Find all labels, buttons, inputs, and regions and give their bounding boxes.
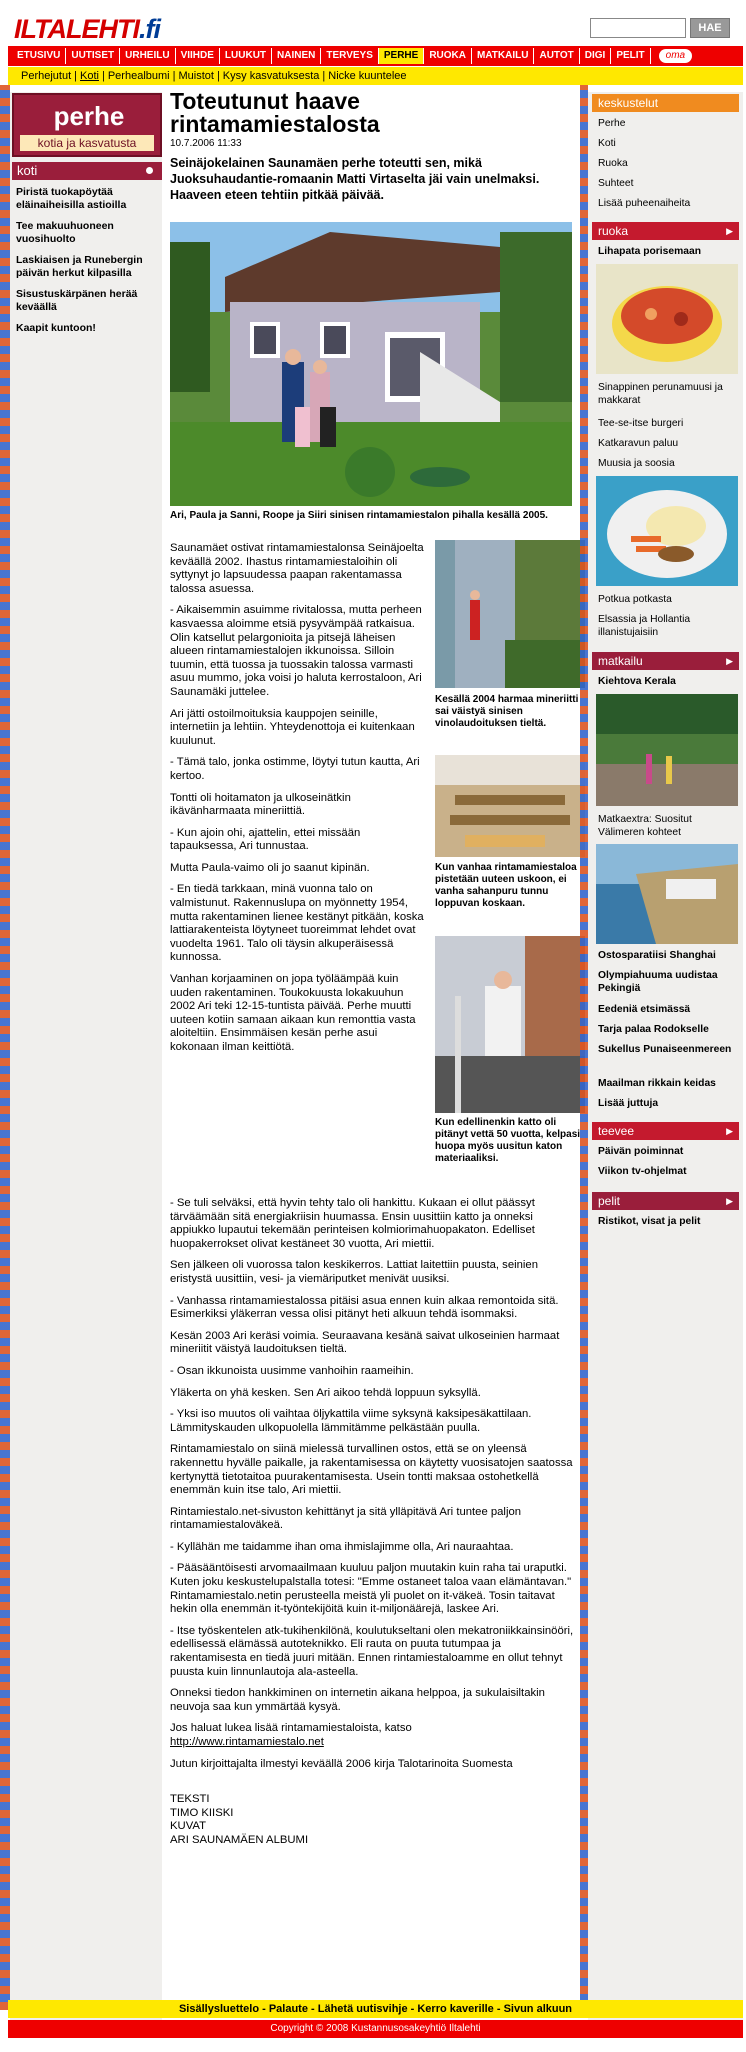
nav-terveys[interactable]: TERVEYS bbox=[321, 48, 379, 64]
site-logo[interactable]: ILTALEHTI.fi bbox=[14, 14, 160, 44]
article-paragraph: Kesän 2003 Ari keräsi voimia. Seuraavana kesänä saivat ulkoseinien harmaat mineriitit väistyä laudoituksen tieltä. bbox=[170, 1329, 560, 1356]
right-link[interactable]: Ruoka bbox=[598, 158, 628, 169]
left-link[interactable]: Sisustuskärpänen herää keväällä bbox=[16, 288, 138, 313]
footer-links[interactable]: Sisällysluettelo - Palaute - Lähetä uutisvihje - Kerro kaverille - Sivun alkuun bbox=[8, 2000, 743, 2018]
credit-line: TIMO KIISKI bbox=[170, 1806, 234, 1819]
section-banner[interactable] bbox=[12, 93, 162, 157]
right-link[interactable]: Elsassia ja Hollantia illanistujaisiin bbox=[598, 614, 691, 638]
travel-photo-kerala bbox=[596, 694, 738, 806]
footer-copyright: Copyright © 2008 Kustannusosakeyhtiö Iltalehti bbox=[8, 2020, 743, 2038]
left-link[interactable]: Kaapit kuntoon! bbox=[16, 322, 96, 334]
arrow-right-icon: ▶ bbox=[726, 1196, 733, 1206]
right-link[interactable]: Matkaextra: Suositut Välimeren kohteet bbox=[598, 814, 692, 838]
article-paragraph: Rintamiestalo.net-sivuston kehittänyt ja sitä ylläpitävä Ari tuntee paljon rintamamiestaloväkeä. bbox=[170, 1505, 522, 1532]
subnav-nicke-kuuntelee[interactable]: Nicke kuuntelee bbox=[328, 70, 407, 82]
site-header bbox=[0, 0, 746, 45]
right-link[interactable]: Eedeniä etsimässä bbox=[598, 1004, 691, 1015]
side-photo-roof bbox=[435, 936, 585, 1113]
article-paragraph: Jutun kirjoittajalta ilmestyi keväällä 2006 kirja Talotarinoita Suomesta bbox=[170, 1757, 513, 1770]
side-caption: Kun edellinenkin katto oli pitänyt vettä 50 vuotta, kelpasi huopa myös uusitun katon materiaaliksi. bbox=[435, 1117, 581, 1164]
article-paragraph: - Pääsääntöisesti arvomaailmaan kuuluu paljon muutakin kuin raha tai uraputki. Kuten joku keskustelupalstalla totesi: "Emme ostaneet taloa vaan elämäntavan." Rintamamiestalo.netin perusteella meistä yli puolet on it-väkeä. Tosin taitavat hekin olla enemmän it-työntekijöitä kuin it-miljonäärejä, laskee Ari. bbox=[170, 1562, 572, 1616]
article-date: 10.7.2006 11:33 bbox=[170, 138, 242, 149]
nav-autot[interactable]: AUTOT bbox=[534, 48, 579, 64]
arrow-right-icon: ▶ bbox=[726, 656, 733, 666]
right-link[interactable]: Tarja palaa Rodokselle bbox=[598, 1024, 709, 1035]
side-caption: Kesällä 2004 harmaa mineriitti sai väistyä sinisen vinolaudoituksen tieltä. bbox=[435, 694, 579, 729]
article-paragraph: Saunamäet ostivat rintamamiestalonsa Seinäjoelta keväällä 2002. Ihastus rintamamiestaloihin oli syttynyt jo lapsuudessa paapan rakentamassa talossa asuessa. bbox=[170, 542, 424, 595]
credit-line: ARI SAUNAMÄEN ALBUMI bbox=[170, 1833, 309, 1846]
right-link[interactable]: Potkua potkasta bbox=[598, 594, 672, 605]
nav-luukut[interactable]: LUUKUT bbox=[220, 48, 272, 64]
bullet-icon bbox=[146, 167, 153, 174]
right-decor-stripes bbox=[580, 85, 588, 2010]
article-body-narrow bbox=[170, 542, 428, 1063]
subnav-perhealbumi[interactable]: Perhealbumi bbox=[107, 70, 170, 82]
article-paragraph: - Se tuli selväksi, että hyvin tehty talo oli hankittu. Kukaan ei ollut päässyt tärväämään sitä energiakriisin huumassa. Ensin uusittiin katto ja onneksi appiukko lupautui tekemään perinteisen kolmiorimahuopakaton. Edelliset huopakerrokset olivat kestäneet 30 vuotta, Ari miettii. bbox=[170, 1197, 535, 1250]
right-link[interactable]: Lisää puheenaiheita bbox=[598, 198, 691, 209]
right-link[interactable]: Lihapata porisemaan bbox=[598, 246, 701, 257]
credit-line: KUVAT bbox=[170, 1820, 206, 1833]
article-paragraph: Sen jälkeen oli vuorossa talon keskikerros. Lattiat laitettiin puusta, seinien eristystä uusittiin, vesi- ja viemäriputket menivät uusiksi. bbox=[170, 1259, 538, 1285]
keskustelut-header[interactable]: keskustelut bbox=[592, 94, 739, 112]
article-paragraph: Mutta Paula-vaimo oli jo saanut kipinän. bbox=[170, 861, 370, 874]
section-subtitle: kotia ja kasvatusta bbox=[20, 135, 154, 151]
teevee-header[interactable]: teevee ▶ bbox=[592, 1122, 739, 1140]
right-link[interactable]: Sinappinen perunamuusi ja makkarat bbox=[598, 382, 723, 406]
subnav-muistot[interactable]: Muistot bbox=[178, 70, 214, 82]
right-link[interactable]: Suhteet bbox=[598, 178, 634, 189]
main-nav bbox=[8, 46, 743, 66]
right-link[interactable]: Päivän poiminnat bbox=[598, 1146, 684, 1157]
nav-matkailu[interactable]: MATKAILU bbox=[472, 48, 534, 64]
credit-line: TEKSTI bbox=[170, 1793, 210, 1806]
article-paragraph: Rintamamiestalo on siinä mielessä turvallinen ostos, että se on yleensä rakennettu hyvälle paikalle, ja rakentamisessa on käytetty vuosisatojen saatossa kertynyttä tietotaitoa puurakentamisesta. Usein tontti maksaa ostohetkellä enemmän kuin itse talo, Ari miettii. bbox=[170, 1443, 573, 1497]
side-photo-floor bbox=[435, 755, 585, 857]
arrow-right-icon: ▶ bbox=[726, 226, 733, 236]
article-header bbox=[170, 90, 574, 203]
article-paragraph: Onneksi tiedon hankkiminen on internetin aikana helppoa, ja sukulaisiltakin neuvoja saa kun ymmärtää kysyä. bbox=[170, 1687, 545, 1713]
subnav-perhejutut[interactable]: Perhejutut bbox=[21, 70, 72, 82]
article-paragraph: Vanhan korjaaminen on jopa työläämpää kuin uuden rakentaminen. Toukokuusta lokakuuhun 2002 Ari teki 12-15-tuntista päivää. Perhe muutti uuteen kotiin samaan aikaan kun remonttia vasta aloiteltiin. Ensimmäisen kesän perhe asui kokonaan ilman keittiötä. bbox=[170, 973, 416, 1053]
article-paragraph: - Kun ajoin ohi, ajattelin, ettei missään tapauksessa, Ari tunnustaa. bbox=[170, 826, 361, 853]
article-lead: Seinäjokelainen Saunamäen perhe toteutti sen, mikä Juoksuhaudantie-romaanin Matti Virtaselta jäi vain unelmaksi. Haaveen eteen tehtiin pitkää päivää. bbox=[170, 156, 540, 202]
article-paragraph: Ari jätti ostoilmoituksia kauppojen seinille, internetiin ja lehtiin. Yhteydenottoja ei kuitenkaan kuulunut. bbox=[170, 707, 415, 747]
article-paragraph: - Vanhassa rintamamiestalossa pitäisi asua ennen kuin alkaa remontoida sitä. Esimerkiksi yläkerran vessa olisi pitänyt heti alkuun tehdä isommaksi. bbox=[170, 1294, 559, 1321]
search-button[interactable]: HAE bbox=[690, 18, 730, 38]
article-paragraph: Yläkerta on yhä kesken. Sen Ari aikoo tehdä loppuun syksyllä. bbox=[170, 1386, 481, 1399]
arrow-right-icon: ▶ bbox=[726, 1126, 733, 1136]
nav-oma-button[interactable]: oma bbox=[659, 49, 692, 63]
hero-photo bbox=[170, 222, 572, 506]
right-link[interactable]: Kiehtova Kerala bbox=[598, 676, 676, 687]
section-title: perhe bbox=[53, 101, 125, 131]
right-link[interactable]: Sukellus Punaiseenmereen bbox=[598, 1044, 732, 1055]
nav-nainen[interactable]: NAINEN bbox=[272, 48, 321, 64]
right-link[interactable]: Maailman rikkain keidas bbox=[598, 1078, 716, 1089]
koti-header: koti bbox=[12, 162, 162, 180]
left-link-list bbox=[16, 186, 156, 343]
ruoka-header[interactable]: ruoka ▶ bbox=[592, 222, 739, 240]
article-paragraph: - Yksi iso muutos oli vaihtaa öljykattila viime syksynä kaksipesäkattilaan. Lämmityskauden ulkopuolella lämmitämme pelkästään puulla. bbox=[170, 1408, 532, 1434]
article-title: Toteutunut haave rintamamiestalosta bbox=[170, 88, 380, 137]
right-link[interactable]: Perhe bbox=[598, 118, 626, 129]
article-body-wide bbox=[170, 1197, 574, 1848]
article-paragraph: - Kyllähän me taidamme ihan oma ihmislajimme olla, Ari nauraahtaa. bbox=[170, 1540, 514, 1553]
side-caption: Kun vanhaa rintamamiestaloa pistetään uuteen uskoon, ei vanha sahanpuru tunnu loppuvan koskaan. bbox=[435, 862, 577, 909]
nav-etusivu[interactable]: ETUSIVU bbox=[12, 48, 66, 64]
nav-urheilu[interactable]: URHEILU bbox=[120, 48, 175, 64]
nav-digi[interactable]: DIGI bbox=[580, 48, 612, 64]
right-link[interactable]: Lisää juttuja bbox=[598, 1098, 659, 1109]
right-link[interactable]: Tee-se-itse burgeri bbox=[598, 418, 684, 429]
right-link[interactable]: Katkaravun paluu bbox=[598, 438, 679, 449]
subnav-koti[interactable]: Koti bbox=[80, 70, 99, 82]
sub-nav: Perhejutut | Koti | Perhealbumi | Muistot | Kysy kasvatuksesta | Nicke kuuntelee bbox=[8, 67, 743, 85]
article-paragraph: - Tämä talo, jonka ostimme, löytyi tutun kautta, Ari kertoo. bbox=[170, 756, 420, 782]
article-paragraph: Tontti oli hoitamaton ja ulkoseinätkin ikävänharmaata mineriittiä. bbox=[170, 791, 351, 818]
article-paragraph: Jos haluat lukea lisää rintamamiestaloista, katso bbox=[170, 1722, 412, 1735]
matkailu-header[interactable]: matkailu ▶ bbox=[592, 652, 739, 670]
left-decor-stripes bbox=[0, 85, 10, 2010]
right-link[interactable]: Ostosparatiisi Shanghai bbox=[598, 950, 716, 961]
left-sidebar bbox=[10, 92, 162, 2022]
right-link[interactable]: Ristikot, visat ja pelit bbox=[598, 1216, 701, 1227]
search-input[interactable] bbox=[590, 18, 686, 38]
right-link[interactable]: Olympiahuuma uudistaa Pekingiä bbox=[598, 970, 718, 994]
left-link[interactable]: Laskiaisen ja Runebergin päivän herkut kilpasilla bbox=[16, 254, 143, 279]
nav-viihde[interactable]: VIIHDE bbox=[176, 48, 220, 64]
nav-perhe[interactable]: PERHE bbox=[379, 48, 424, 64]
left-link[interactable]: Piristä tuokapöytää eläinaiheisilla astioilla bbox=[16, 186, 127, 211]
nav-pelit[interactable]: PELIT bbox=[611, 48, 650, 64]
food-photo-stew bbox=[596, 264, 738, 374]
hero-caption: Ari, Paula ja Sanni, Roope ja Siiri sinisen rintamamiestalon pihalla kesällä 2005. bbox=[170, 510, 548, 521]
nav-uutiset[interactable]: UUTISET bbox=[66, 48, 120, 64]
right-link[interactable]: Koti bbox=[598, 138, 616, 149]
travel-photo-coast bbox=[596, 844, 738, 944]
right-link[interactable]: Viikon tv-ohjelmat bbox=[598, 1166, 687, 1177]
nav-ruoka[interactable]: RUOKA bbox=[424, 48, 472, 64]
article-paragraph: - En tiedä tarkkaan, minä vuonna talo on valmistunut. Rakennuslupa on myönnetty 1954, mutta rakentaminen lienee kestänyt pitkään, koska lattiarakenteista löytyneet tuoreimmat lehdet ovat vuodelta 1961. Talo oli täysin alkuperäisessä kunnossa. bbox=[170, 883, 424, 964]
article-paragraph: - Osan ikkunoista uusimme vanhoihin raameihin. bbox=[170, 1364, 414, 1377]
side-photo-wall bbox=[435, 540, 585, 688]
subnav-kysy-kasvatuksesta[interactable]: Kysy kasvatuksesta bbox=[222, 70, 320, 82]
article-paragraph: - Aikaisemmin asuimme rivitalossa, mutta perheen kasvaessa aloimme etsiä pysyvämpää ratkaisua. Olin katsellut pelargonioita ja pitsejä läheisen alueen rintamamiestalojen ikkunoissa. Silloin tuumin, että tuossa ja tuossakin talossa varmasti asuu mummo, joka voisi jo haluta kerrostaloon, Ari Saunamäki juttelee. bbox=[170, 604, 422, 698]
food-photo-mash bbox=[596, 476, 738, 586]
left-link[interactable]: Tee makuuhuoneen vuosihuolto bbox=[16, 220, 114, 245]
external-link[interactable]: http://www.rintamamiestalo.net bbox=[170, 1736, 324, 1748]
right-link[interactable]: Muusia ja soosia bbox=[598, 458, 675, 469]
pelit-header[interactable]: pelit ▶ bbox=[592, 1192, 739, 1210]
article-paragraph: - Itse työskentelen atk-tukihenkilönä, koulutukseltani olen mekatroniikkainsinööri, edellisessä elämässä autoteknikko. Eli rauta on puuta tutumpaa ja rakentamisesta en tiedä juuri mitään. Ennen rintamiestaloamme en ollut tehnyt puusta kuin linnunlautoja ala-asteella. bbox=[170, 1624, 574, 1678]
